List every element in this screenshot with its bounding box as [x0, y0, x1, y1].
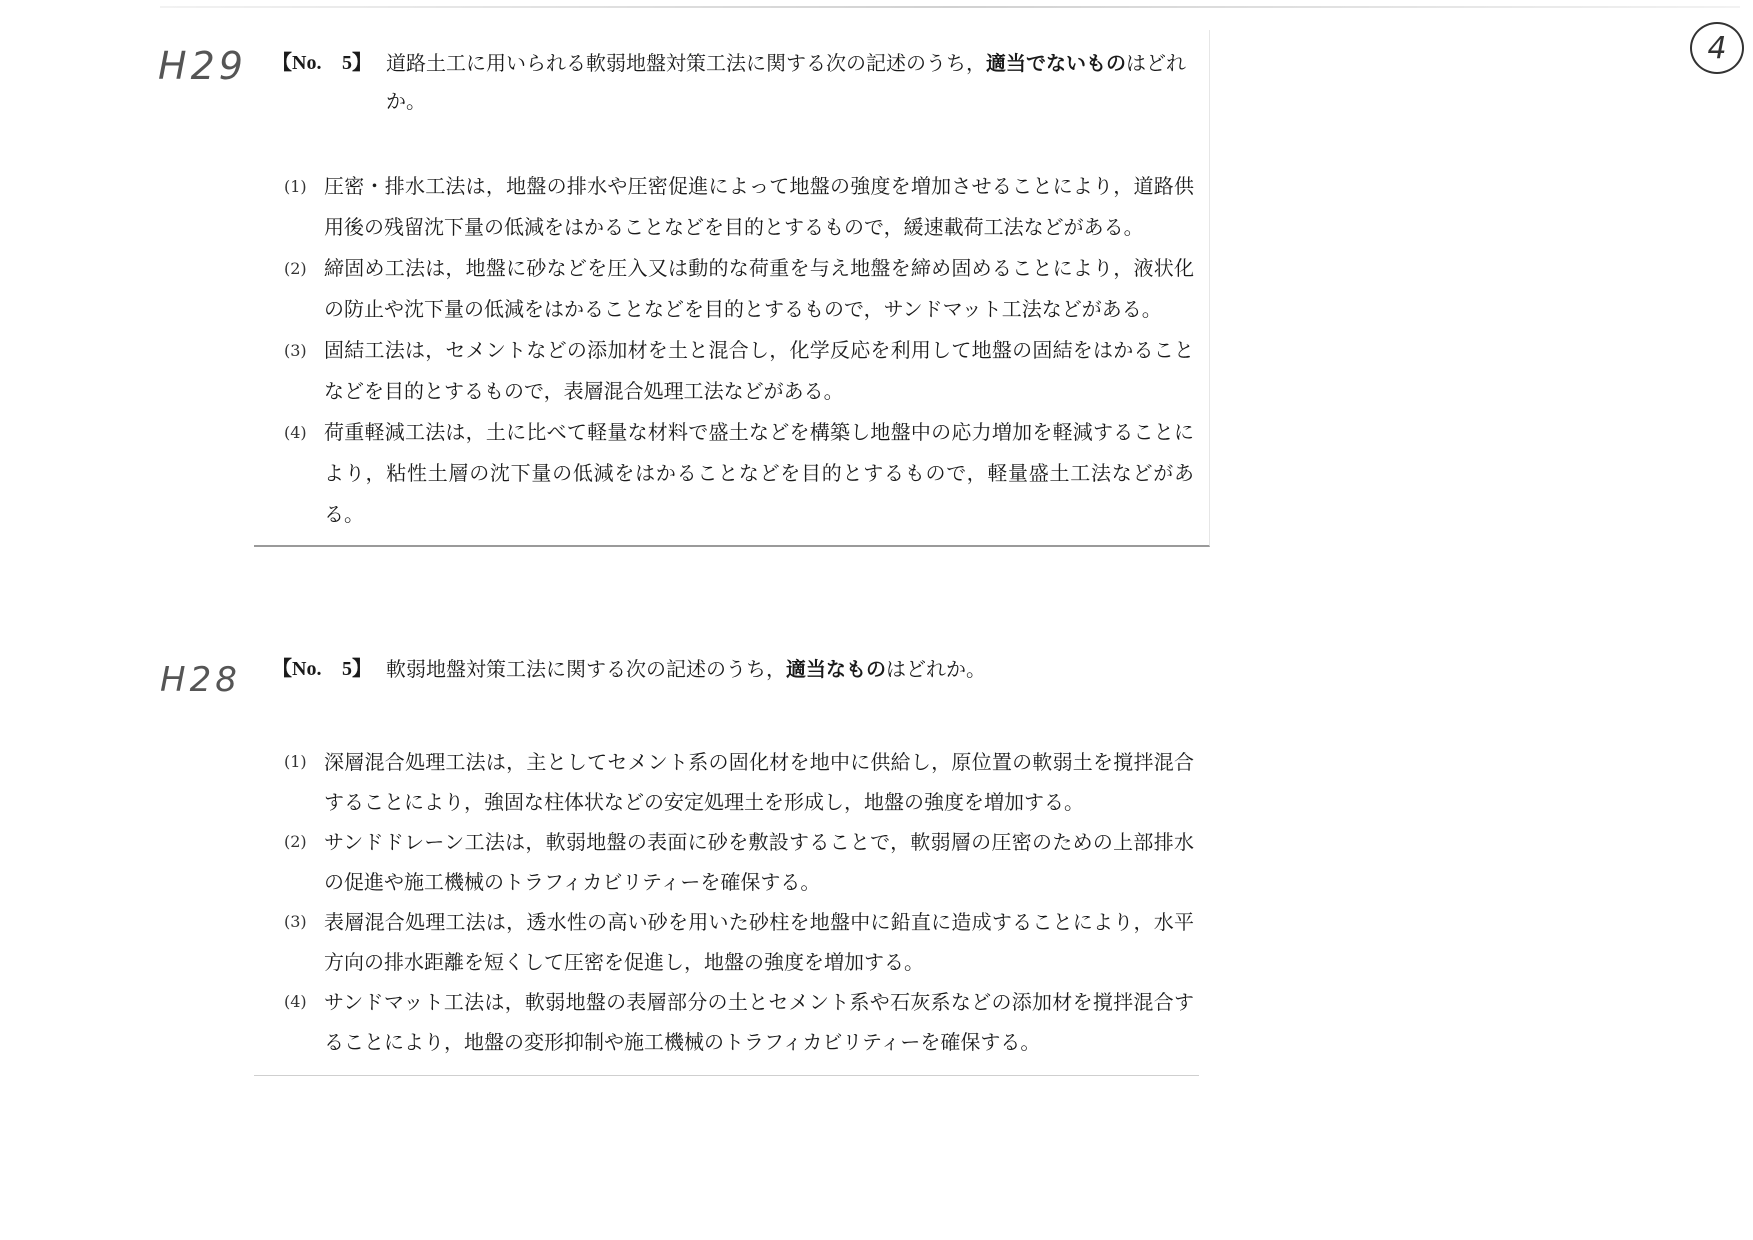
option-number: (4)	[284, 992, 307, 1011]
question-text	[386, 44, 1186, 120]
question-emphasis: 適当でないもの	[986, 51, 1126, 75]
option-text: 表層混合処理工法は，透水性の高い砂を用いた砂柱を地盤中に鉛直に造成することにより，水平方向の排水距離を短くして圧密を促進し，地盤の強度を増加する。	[324, 910, 1194, 974]
question-number: 5】	[342, 658, 372, 680]
question-no-label: 【No.	[272, 52, 322, 74]
option-number: (2)	[284, 259, 307, 278]
option-text: 締固め工法は，地盤に砂などを圧入又は動的な荷重を与え地盤を締め固めることにより，液状化の防止や沈下量の低減をはかることなどを目的とするもので，サンドマット工法などがある。	[324, 256, 1194, 321]
option-3	[284, 902, 1194, 982]
question-no-label: 【No.	[272, 658, 322, 680]
page-number: 4	[1707, 30, 1727, 66]
question-block-h29	[254, 30, 1210, 547]
option-2	[284, 248, 1194, 330]
question-text-before: 軟弱地盤対策工法に関する次の記述のうち，	[386, 657, 786, 681]
question-number: 5】	[342, 52, 372, 74]
option-number: (1)	[284, 752, 307, 771]
option-number: (3)	[284, 341, 307, 360]
option-4	[284, 412, 1194, 535]
question-emphasis: 適当なもの	[786, 657, 886, 681]
question-header	[272, 650, 1186, 688]
year-label-h28: H28	[160, 660, 241, 700]
option-text: 深層混合処理工法は，主としてセメント系の固化材を地中に供給し，原位置の軟弱土を撹拌混合することにより，強固な柱体状などの安定処理土を形成し，地盤の強度を増加する。	[324, 750, 1194, 814]
option-number: (2)	[284, 832, 307, 851]
options-list	[284, 166, 1194, 535]
option-text: 圧密・排水工法は，地盤の排水や圧密促進によって地盤の強度を増加させることにより，道路供用後の残留沈下量の低減をはかることなどを目的とするもので，緩速載荷工法などがある。	[324, 174, 1194, 239]
option-1	[284, 742, 1194, 822]
option-text: サンドマット工法は，軟弱地盤の表層部分の土とセメント系や石灰系などの添加材を撹拌混合することにより，地盤の変形抑制や施工機械のトラフィカビリティーを確保する。	[324, 990, 1194, 1054]
page-number-circle	[1690, 22, 1744, 74]
question-text-before: 道路土工に用いられる軟弱地盤対策工法に関する次の記述のうち，	[386, 51, 986, 75]
question-block-h28	[254, 650, 1199, 1076]
option-number: (3)	[284, 912, 307, 931]
question-header	[272, 44, 1186, 120]
scan-edge-line	[160, 6, 1740, 8]
option-3	[284, 330, 1194, 412]
option-text: 荷重軽減工法は，土に比べて軽量な材料で盛土などを構築し地盤中の応力増加を軽減することにより，粘性土層の沈下量の低減をはかることなどを目的とするもので，軽量盛土工法などがある。	[324, 420, 1194, 526]
question-text-after: はどれか。	[386, 51, 1186, 113]
options-list	[284, 742, 1194, 1062]
year-label-h29: H29	[158, 44, 247, 88]
option-text: 固結工法は，セメントなどの添加材を土と混合し，化学反応を利用して地盤の固結をはかることなどを目的とするもので，表層混合処理工法などがある。	[324, 338, 1194, 403]
option-text: サンドドレーン工法は，軟弱地盤の表面に砂を敷設することで，軟弱層の圧密のための上部排水の促進や施工機械のトラフィカビリティーを確保する。	[324, 830, 1194, 894]
option-4	[284, 982, 1194, 1062]
option-1	[284, 166, 1194, 248]
option-2	[284, 822, 1194, 902]
question-text	[386, 650, 1186, 688]
question-text-after: はどれか。	[886, 657, 986, 681]
option-number: (4)	[284, 423, 307, 442]
option-number: (1)	[284, 177, 307, 196]
